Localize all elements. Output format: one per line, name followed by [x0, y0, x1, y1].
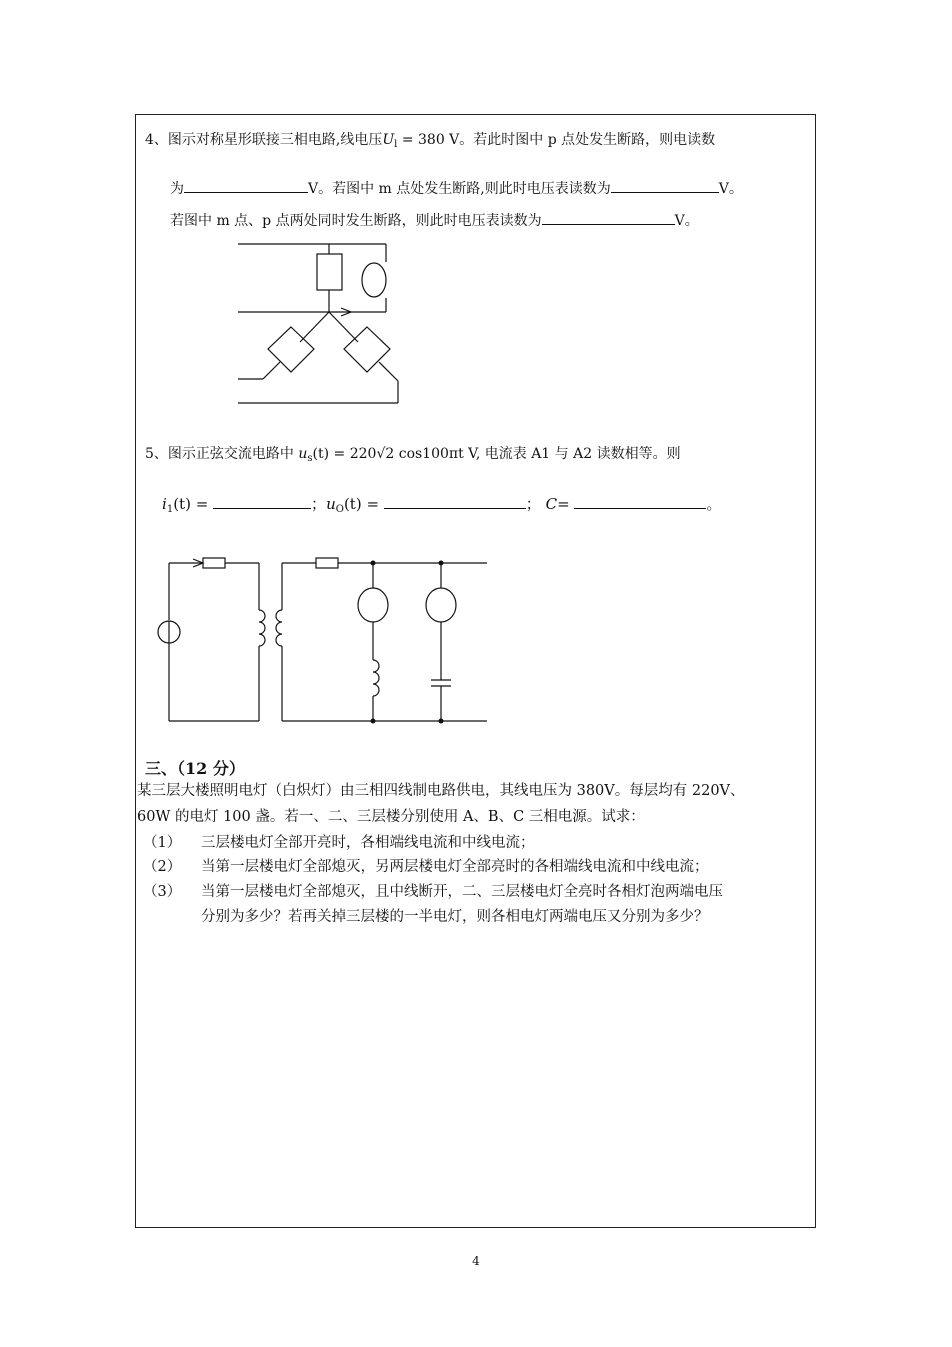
- section3-heading: 三、（12 分）: [145, 759, 245, 778]
- q5-line1: 5、图示正弦交流电路中 $u_s(t) = 220√2$ cos100πt V, 电流表 A1 与 A2 读数相等。则: [145, 446, 681, 464]
- section3-item-text-1: 三层楼电灯全部开亮时，各相端线电流和中线电流；: [201, 835, 535, 851]
- section3-item-text-2: 当第一层楼电灯全部熄灭，另两层楼电灯全部亮时的各相端线电流和中线电流；: [201, 859, 709, 875]
- section3-item-num-1: （1）: [143, 835, 182, 851]
- section3-para1: 某三层大楼照明电灯（白炽灯）由三相四线制电路供电，其线电压为 380V。每层均有 220V、: [137, 783, 745, 799]
- section3-item-text-3: 当第一层楼电灯全部熄灭，且中线断开，二、三层楼电灯全亮时各相灯泡两端电压: [201, 884, 723, 900]
- q4-line3: 若图中 m 点、p 点两处同时发生断路，则此时电压表读数为 V。: [170, 210, 699, 231]
- q4-line1: 4、图示对称星形联接三相电路,线电压$U_l = 380$ V。若此时图中 p 点处发生断路，则电读数: [145, 132, 716, 150]
- section3-item-num-3: （3）: [143, 884, 182, 900]
- q5-line2: $i_1(t)$ = ；$u_O(t)$ = ； C= 。: [162, 495, 722, 515]
- section3-para2: 60W 的电灯 100 盏。若一、二、三层楼分别使用 A、B、C 三相电源。试求：: [137, 809, 645, 825]
- section3-item-num-2: （2）: [143, 859, 182, 875]
- section3-item-text-3-cont: 分别为多少？若再关掉三层楼的一半电灯，则各相电灯两端电压又分别为多少？: [201, 909, 709, 925]
- page-number: 4: [472, 1254, 480, 1268]
- q4-line2: 为 V。若图中 m 点处发生断路,则此时电压表读数为 V。: [170, 178, 743, 199]
